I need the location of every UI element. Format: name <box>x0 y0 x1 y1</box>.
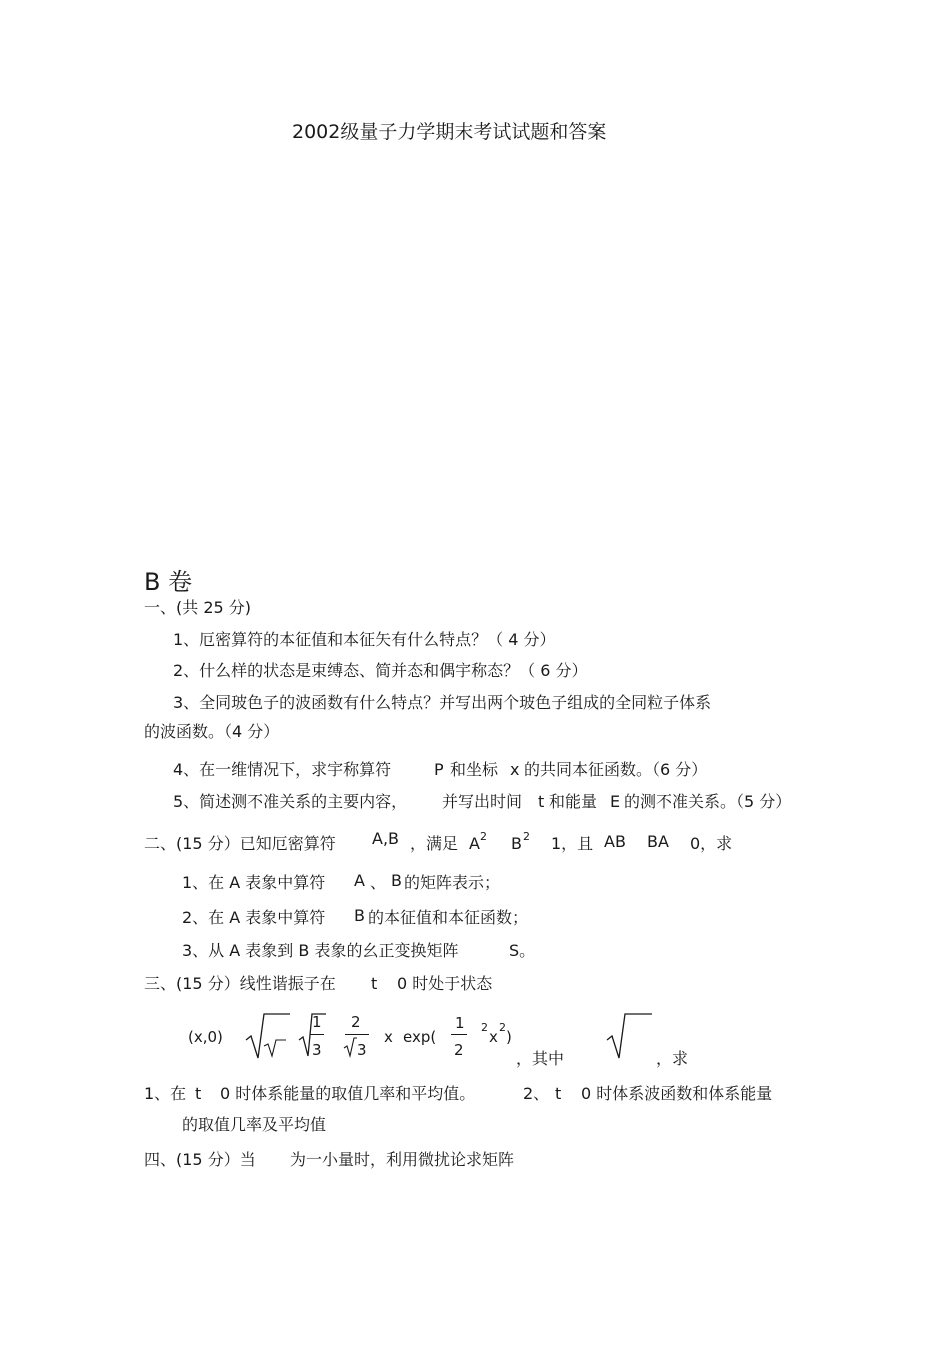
part4-header: 四、(15 分）当 <box>144 1150 256 1169</box>
superscript-2: 2 <box>481 1021 488 1034</box>
question-1-3-cont: 的波函数。（4 分） <box>144 722 280 741</box>
question-2-2: 2、在 A 表象中算符 <box>182 908 326 927</box>
question-1-4-b: 和坐标 <box>450 760 499 779</box>
question-2-2-b: 的本征值和本征函数； <box>368 908 529 927</box>
question-3-2: 2、 <box>523 1084 550 1103</box>
operator-B: B <box>354 906 365 925</box>
parity-operator-symbol: P <box>434 760 444 779</box>
part3-where: ，其中 <box>516 1049 565 1068</box>
exp-function: exp( <box>403 1028 437 1046</box>
fraction-denominator: 3 <box>357 1041 367 1059</box>
part4-text: 为一小量时，利用微扰论求矩阵 <box>290 1150 515 1169</box>
question-3-1-b: 0 时体系能量的取值几率和平均值。 <box>220 1084 476 1103</box>
part2-header: 二、(15 分）已知厄密算符 <box>144 834 336 853</box>
superscript-2: 2 <box>523 830 530 843</box>
fraction-numerator: 1 <box>312 1013 322 1031</box>
part3-ask: ，求 <box>656 1049 689 1068</box>
product-AB: AB <box>604 832 626 851</box>
fraction-denominator: 3 <box>312 1041 322 1059</box>
operator-B: B <box>391 871 402 890</box>
sqrt-alpha-sign <box>606 1010 654 1062</box>
sqrt-outer-sign <box>244 1010 292 1062</box>
question-1-5-d: 的测不准关系。（5 分） <box>624 792 792 811</box>
question-1-5-c: 和能量 <box>549 792 598 811</box>
question-2-1-b: 的矩阵表示； <box>404 873 501 892</box>
fraction-bar <box>310 1034 324 1035</box>
question-1-2: 2、什么样的状态是束缚态、简并态和偶宇称态？（ 6 分） <box>173 661 588 680</box>
question-1-5: 5、简述测不准关系的主要内容， <box>173 792 408 811</box>
operators-A-B: A,B <box>372 829 400 848</box>
document-title: 2002级量子力学期末考试试题和答案 <box>292 121 607 143</box>
question-1-5-b: 并写出时间 <box>442 792 523 811</box>
question-1-4-c: 的共同本征函数。（6 分） <box>524 760 708 779</box>
fraction-numerator: 2 <box>351 1013 361 1031</box>
separator: 、 <box>370 873 387 892</box>
part2-satisfy: ，满足 <box>410 834 459 853</box>
variable-x: x <box>384 1028 393 1046</box>
fraction-denominator: 2 <box>454 1041 464 1059</box>
energy-symbol: E <box>610 792 621 811</box>
operator-A: A <box>354 871 365 890</box>
question-1-4: 4、在一维情况下，求宇称算符 <box>173 760 392 779</box>
time-symbol: t <box>195 1084 202 1103</box>
part2-and: 1，且 <box>551 834 594 853</box>
time-symbol: t <box>555 1084 562 1103</box>
question-1-3: 3、全同玻色子的波函数有什么特点？并写出两个玻色子组成的全同粒子体系 <box>173 693 712 712</box>
time-symbol: t <box>538 792 545 811</box>
question-2-3-b: S。 <box>509 941 536 960</box>
psi-argument: (x,0) <box>188 1028 223 1046</box>
time-symbol: t <box>371 974 378 993</box>
closing-paren: ) <box>506 1028 512 1046</box>
operator-A-squared: A <box>469 834 480 853</box>
fraction-numerator: 1 <box>455 1014 465 1032</box>
part2-ask: 0，求 <box>690 834 733 853</box>
question-2-3: 3、从 A 表象到 B 表象的幺正变换矩阵 <box>182 941 459 960</box>
product-BA: BA <box>647 832 669 851</box>
question-3-2-b: 0 时体系波函数和体系能量 <box>581 1084 773 1103</box>
sqrt-denominator-sign <box>343 1036 357 1060</box>
question-3-2-cont: 的取值几率及平均值 <box>182 1115 327 1134</box>
superscript-2: 2 <box>480 830 487 843</box>
operator-B-squared: B <box>511 834 522 853</box>
question-3-1: 1、在 <box>144 1084 187 1103</box>
section-label: B 卷 <box>144 568 193 596</box>
question-1-1: 1、厄密算符的本征值和本征矢有什么特点？（ 4 分） <box>173 630 556 649</box>
superscript-2: 2 <box>499 1021 506 1034</box>
variable-x: x <box>489 1028 498 1046</box>
part3-state: 0 时处于状态 <box>397 974 493 993</box>
part1-header: 一、(共 25 分) <box>144 598 252 617</box>
fraction-bar <box>345 1034 369 1035</box>
part3-header: 三、(15 分）线性谐振子在 <box>144 974 336 993</box>
fraction-bar <box>451 1034 467 1035</box>
coordinate-symbol: x <box>510 760 520 779</box>
question-2-1: 1、在 A 表象中算符 <box>182 873 326 892</box>
